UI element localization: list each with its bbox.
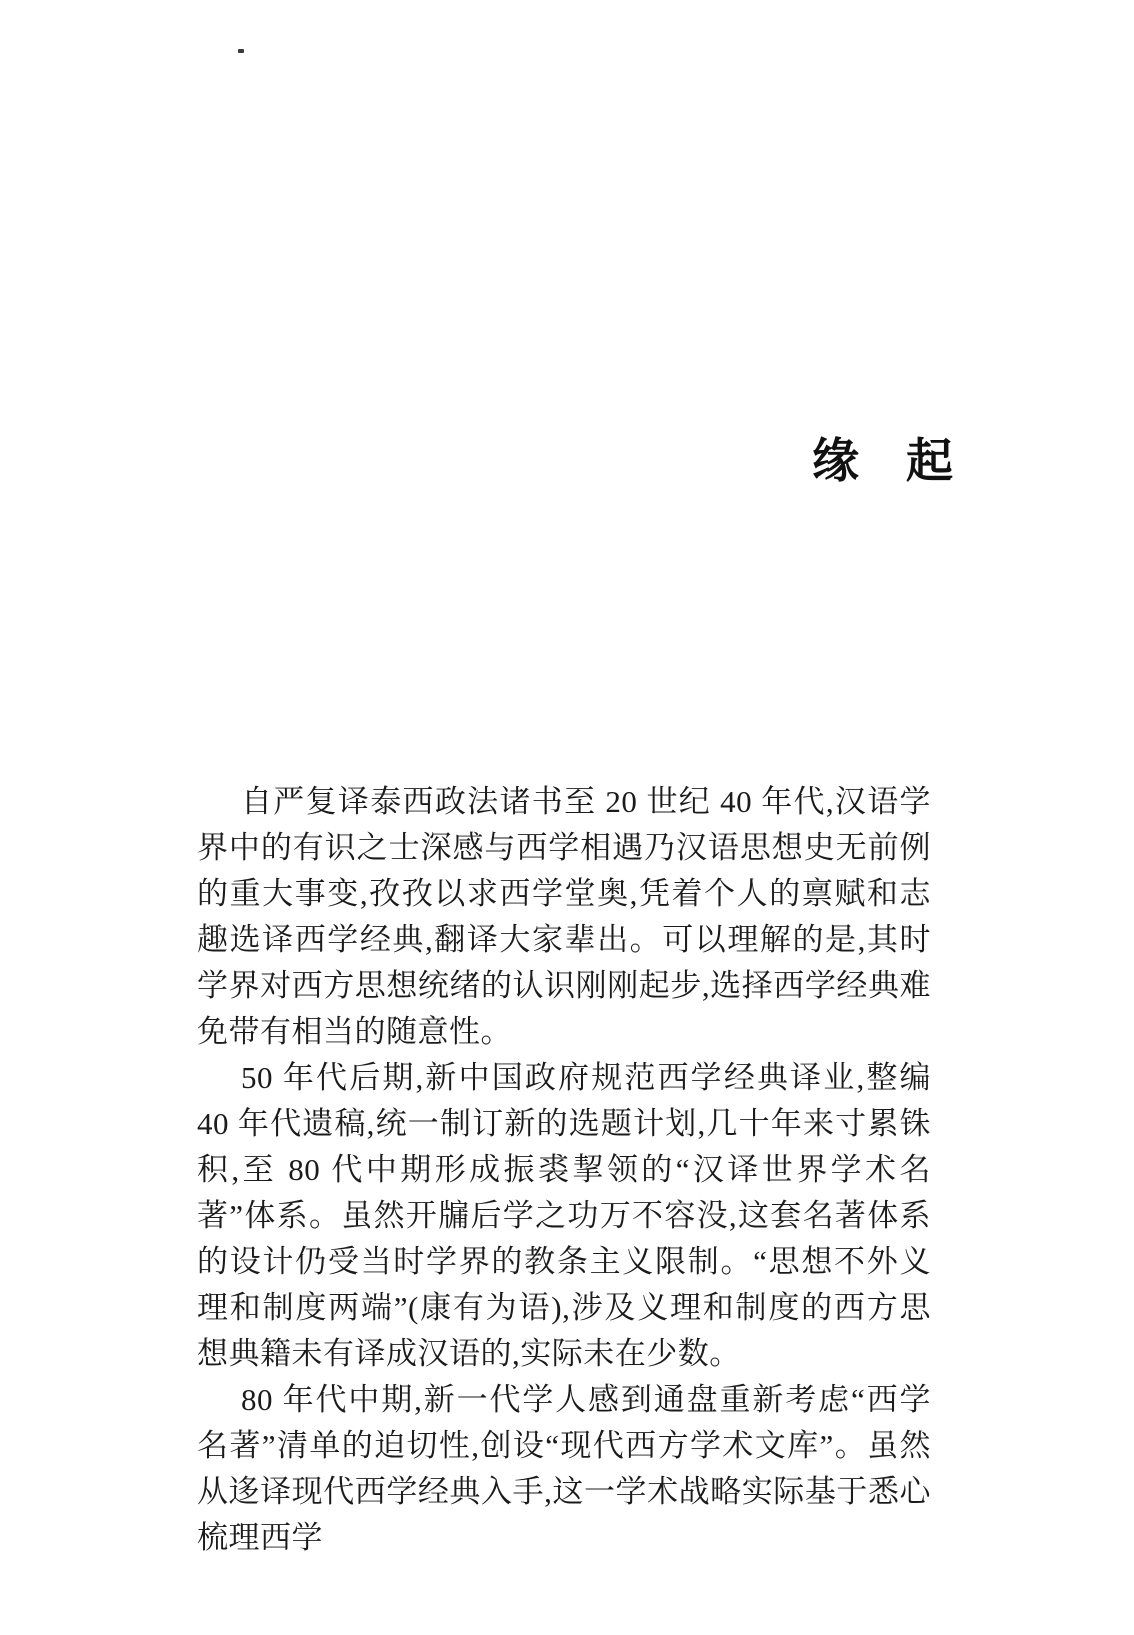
chapter-title: 缘 起 bbox=[812, 436, 953, 488]
paragraph-3: 80 年代中期,新一代学人感到通盘重新考虑“西学名著”清单的迫切性,创设“现代西方学术文库”。虽然从迻译现代西学经典入手,这一学术战略实际基于悉心梳理西学 bbox=[197, 1382, 931, 1555]
paragraph-1: 自严复译泰西政法诸书至 20 世纪 40 年代,汉语学界中的有识之士深感与西学相遇乃汉语思想史无前例的重大事变,孜孜以求西学堂奥,凭着个人的禀赋和志趣选译西学经典,翻译大家辈出。可以理解的是,其时学界对西方思想统绪的认识刚刚起步,选择西学经典难免带有相当的随意性。 bbox=[197, 784, 931, 1049]
body-text bbox=[197, 779, 931, 1561]
scan-artifact-dot bbox=[238, 49, 244, 53]
paragraph-2: 50 年代后期,新中国政府规范西学经典译业,整编 40 年代遗稿,统一制订新的选题计划,几十年来寸累铢积,至 80 代中期形成振裘挈领的“汉译世界学术名著”体系。虽然开牖后学之功万不容没,这套名著体系的设计仍受当时学界的教条主义限制。“思想不外义理和制度两端”(康有为语),涉及义理和制度的西方思想典籍未有译成汉语的,实际未在少数。 bbox=[197, 1060, 931, 1371]
